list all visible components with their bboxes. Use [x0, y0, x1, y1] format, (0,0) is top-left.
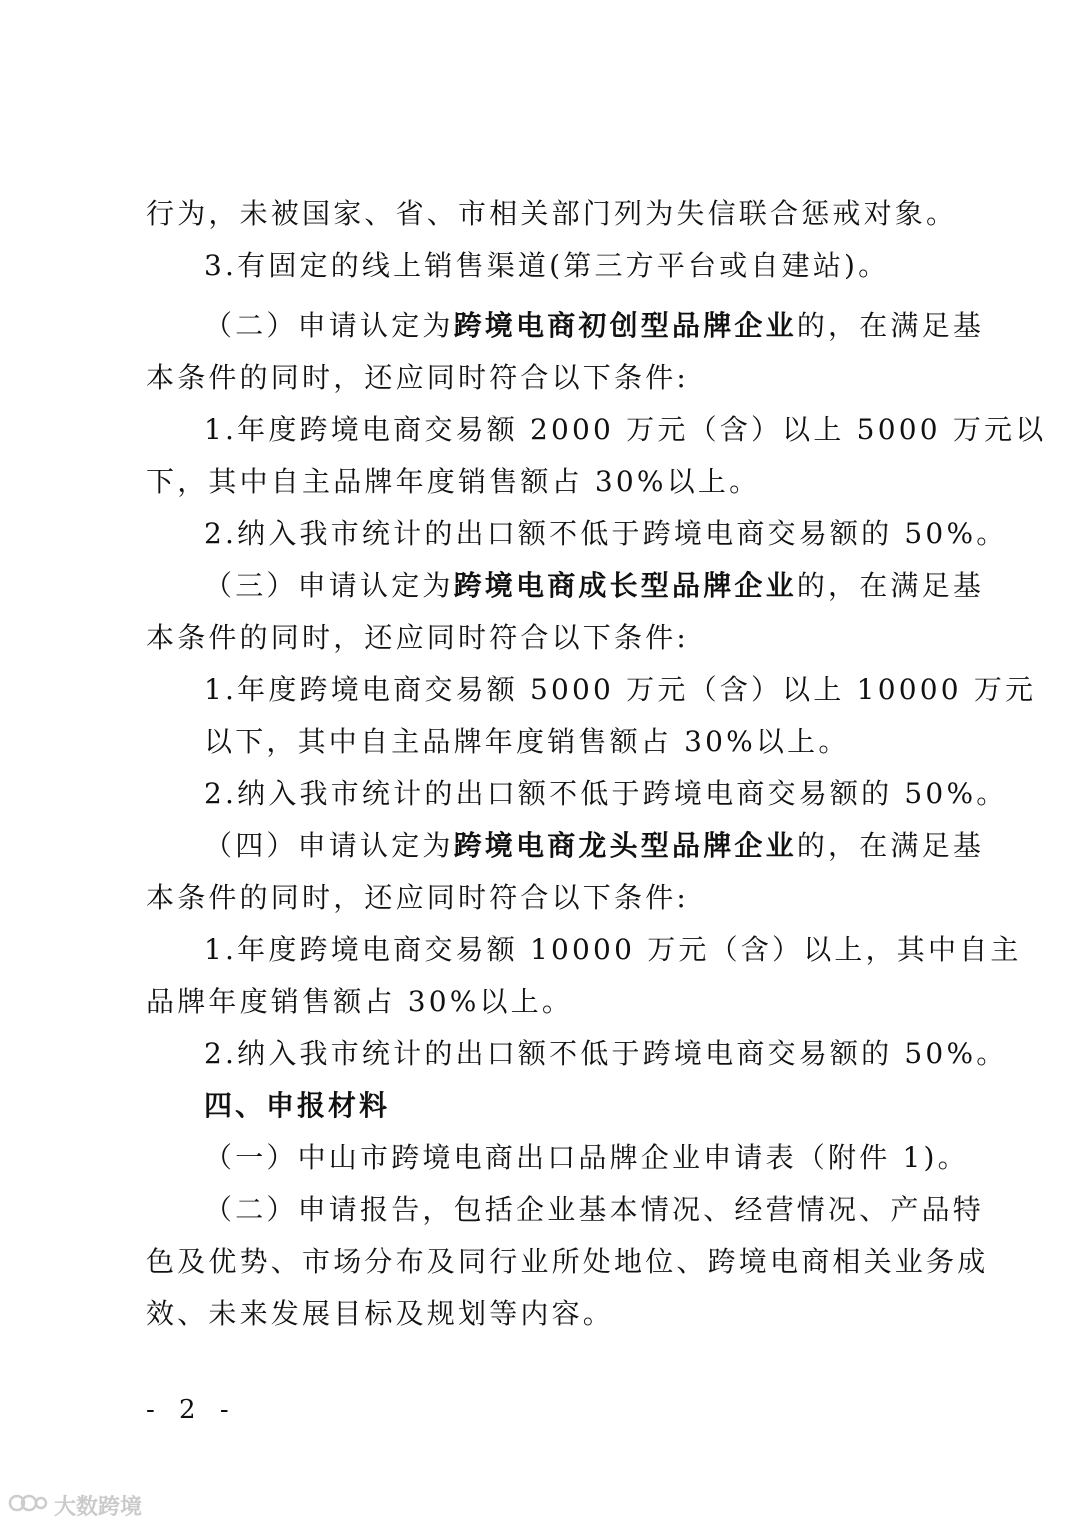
bold-term: 跨境电商初创型品牌企业	[453, 309, 797, 342]
watermark-text: 大数跨境	[54, 1495, 143, 1520]
text-line	[204, 306, 984, 346]
text-line: 以下，其中自主品牌年度销售额占 30%以上。	[204, 725, 850, 758]
text-line: 2.纳入我市统计的出口额不低于跨境电商交易额的 50%。	[204, 777, 1008, 810]
section-heading: 四、申报材料	[204, 1089, 391, 1122]
text-line: 下，其中自主品牌年度销售额占 30%以上。	[146, 465, 761, 498]
text-line	[204, 826, 984, 866]
text-run: 的，在满足基	[796, 569, 985, 602]
watermark	[8, 1490, 142, 1521]
text-line: 行为，未被国家、省、市相关部门列为失信联合惩戒对象。	[146, 197, 958, 230]
bold-term: 跨境电商龙头型品牌企业	[453, 829, 797, 862]
text-line: 1.年度跨境电商交易额 10000 万元（含）以上，其中自主	[204, 933, 1022, 966]
text-line: 3.有固定的线上销售渠道(第三方平台或自建站)。	[204, 249, 890, 282]
bold-term: 跨境电商成长型品牌企业	[453, 569, 797, 602]
brand-logo-icon	[8, 1491, 48, 1521]
text-run: （四）申请认定为	[204, 829, 454, 862]
text-line: 色及优势、市场分布及同行业所处地位、跨境电商相关业务成	[146, 1245, 989, 1278]
text-line: 效、未来发展目标及规划等内容。	[146, 1297, 615, 1330]
text-line	[204, 566, 984, 606]
text-line: （二）申请报告，包括企业基本情况、经营情况、产品特	[204, 1193, 985, 1226]
text-line: 1.年度跨境电商交易额 2000 万元（含）以上 5000 万元以	[204, 413, 1047, 446]
text-line: 本条件的同时，还应同时符合以下条件:	[146, 361, 690, 394]
text-line: 2.纳入我市统计的出口额不低于跨境电商交易额的 50%。	[204, 1037, 1008, 1070]
text-line: 本条件的同时，还应同时符合以下条件:	[146, 881, 690, 914]
text-run: 的，在满足基	[796, 829, 985, 862]
text-line: （一）中山市跨境电商出口品牌企业申请表（附件 1)。	[204, 1141, 969, 1174]
text-line: 2.纳入我市统计的出口额不低于跨境电商交易额的 50%。	[204, 517, 1008, 550]
text-line: 本条件的同时，还应同时符合以下条件:	[146, 621, 690, 654]
text-run: （三）申请认定为	[204, 569, 454, 602]
text-line: 品牌年度销售额占 30%以上。	[146, 985, 574, 1018]
text-run: （二）申请认定为	[204, 309, 454, 342]
text-run: 的，在满足基	[796, 309, 985, 342]
text-line: 1.年度跨境电商交易额 5000 万元（含）以上 10000 万元	[204, 673, 1037, 706]
page-number: - 2 -	[146, 1395, 237, 1425]
